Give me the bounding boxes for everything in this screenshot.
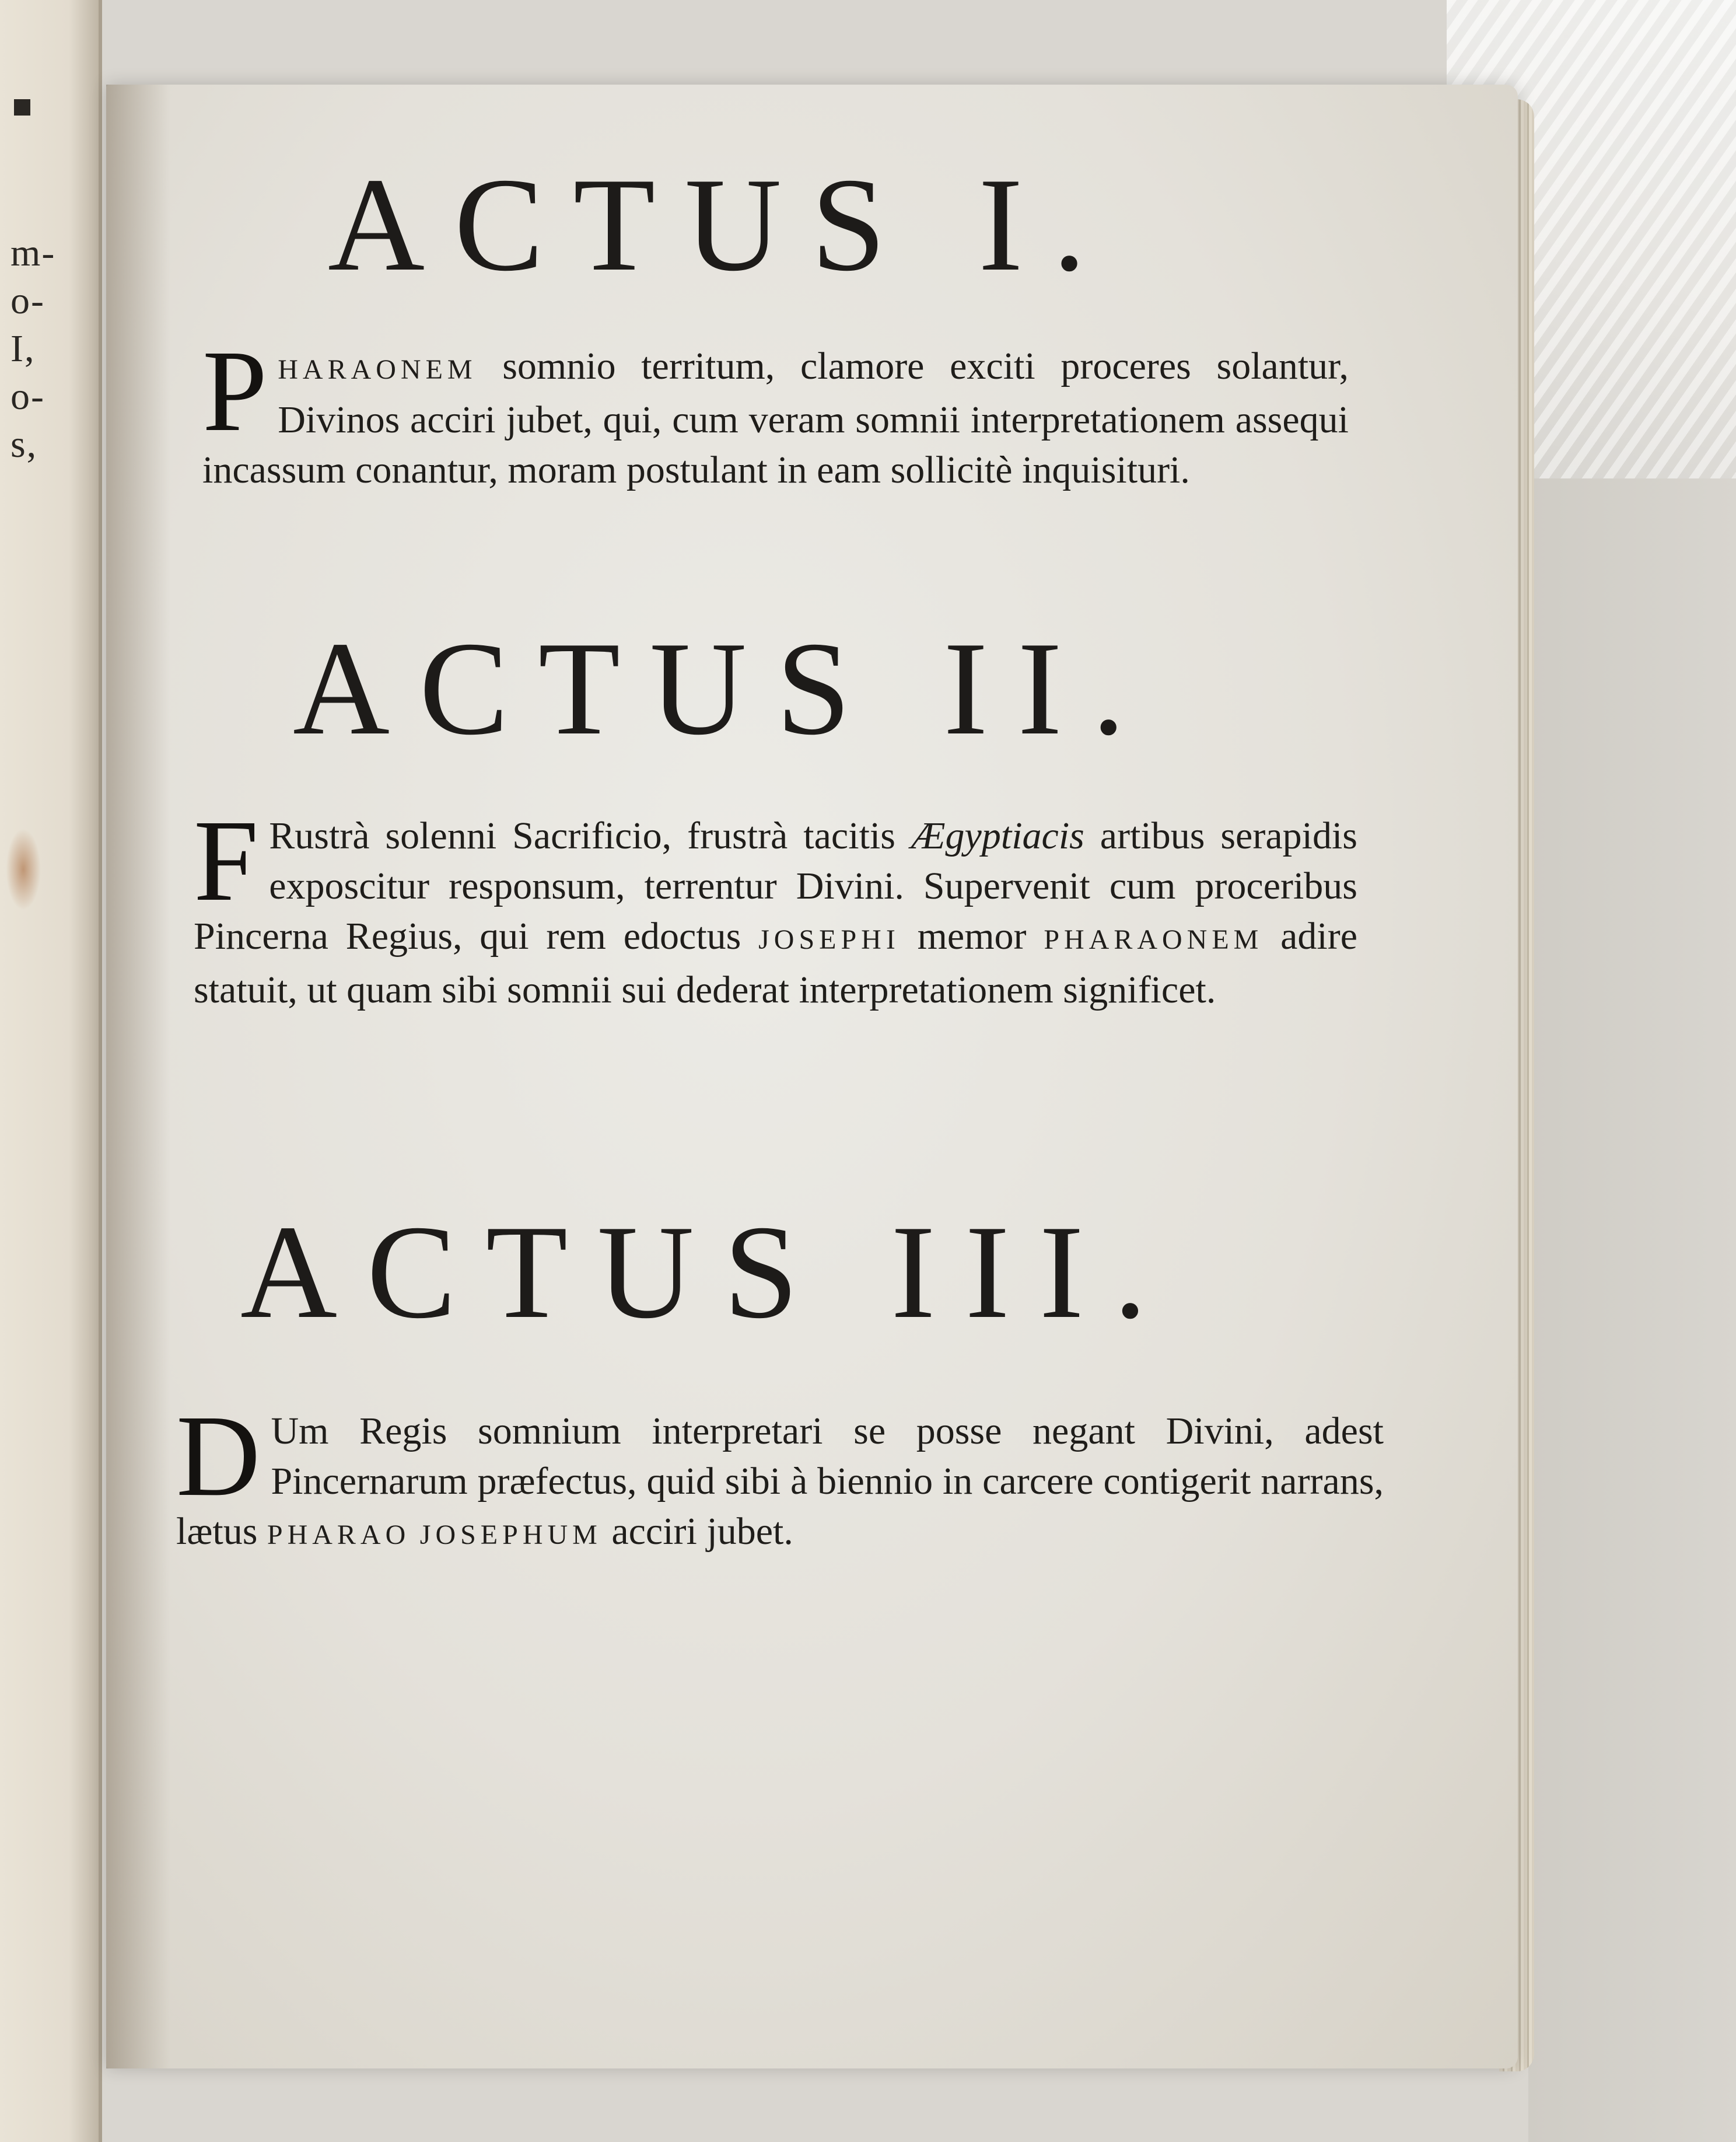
text-run: adire statuit, ut quam sibi somnii sui dederat interpretationem significet.: [194, 915, 1358, 1011]
text-run: somnio territum, clamore exciti proceres solantur, Divinos acciri jubet, qui, cum veram somnii interpretationem assequi incassum conantur, moram postulant in eam sollicitè inquisituri.: [202, 345, 1349, 491]
drop-cap: F: [194, 796, 259, 925]
italic-word: Ægyptiacis: [911, 815, 1084, 857]
act-heading-1: ACTUS I.: [328, 150, 1116, 299]
drop-cap: P: [202, 327, 268, 456]
small-caps-name: HARAONEM: [278, 354, 477, 385]
act-heading-2: ACTUS II.: [293, 614, 1155, 763]
backdrop: [1528, 478, 1736, 2142]
facing-page-fragment: o-: [10, 279, 45, 322]
facing-page-fragment: m-: [10, 232, 56, 274]
book-page: [106, 85, 1518, 2068]
small-caps-name: JOSEPHI: [758, 924, 900, 955]
facing-page-fragment: o-: [10, 375, 45, 418]
text-run: artibus serapidis exposcitur responsum, terrentur Divini. Supervenit cum proceribus Pincerna Regius, qui rem edoctus: [194, 815, 1357, 958]
facing-page-edge: [0, 0, 102, 2142]
page-stain: [6, 829, 41, 910]
small-caps-name: PHARAO: [267, 1519, 411, 1550]
facing-page-mark: [14, 99, 30, 116]
facing-page-fragment: I,: [10, 327, 36, 370]
small-caps-name: PHARAONEM: [1044, 924, 1264, 955]
act-summary-2: [194, 796, 1358, 1015]
text-run: memor: [900, 915, 1044, 958]
facing-page-fragment: s,: [10, 423, 38, 466]
facing-page-text: [10, 230, 86, 470]
text-run: acciri jubet.: [601, 1510, 793, 1553]
act-heading-3: ACTUS III.: [240, 1197, 1177, 1346]
drop-cap: D: [176, 1392, 261, 1521]
text-run: [410, 1510, 420, 1553]
act-summary-1: [202, 327, 1349, 495]
act-summary-3: [176, 1392, 1384, 1560]
spine-shadow: [106, 85, 170, 2068]
small-caps-name: JOSEPHUM: [419, 1519, 602, 1550]
text-run: Rustrà solenni Sacrificio, frustrà tacitis: [269, 815, 911, 857]
text-run: Um Regis somnium interpretari se posse negant Divini, adest Pincernarum præfectus, quid sibi à biennio in carcere contigerit narrans, lætus: [176, 1410, 1384, 1553]
